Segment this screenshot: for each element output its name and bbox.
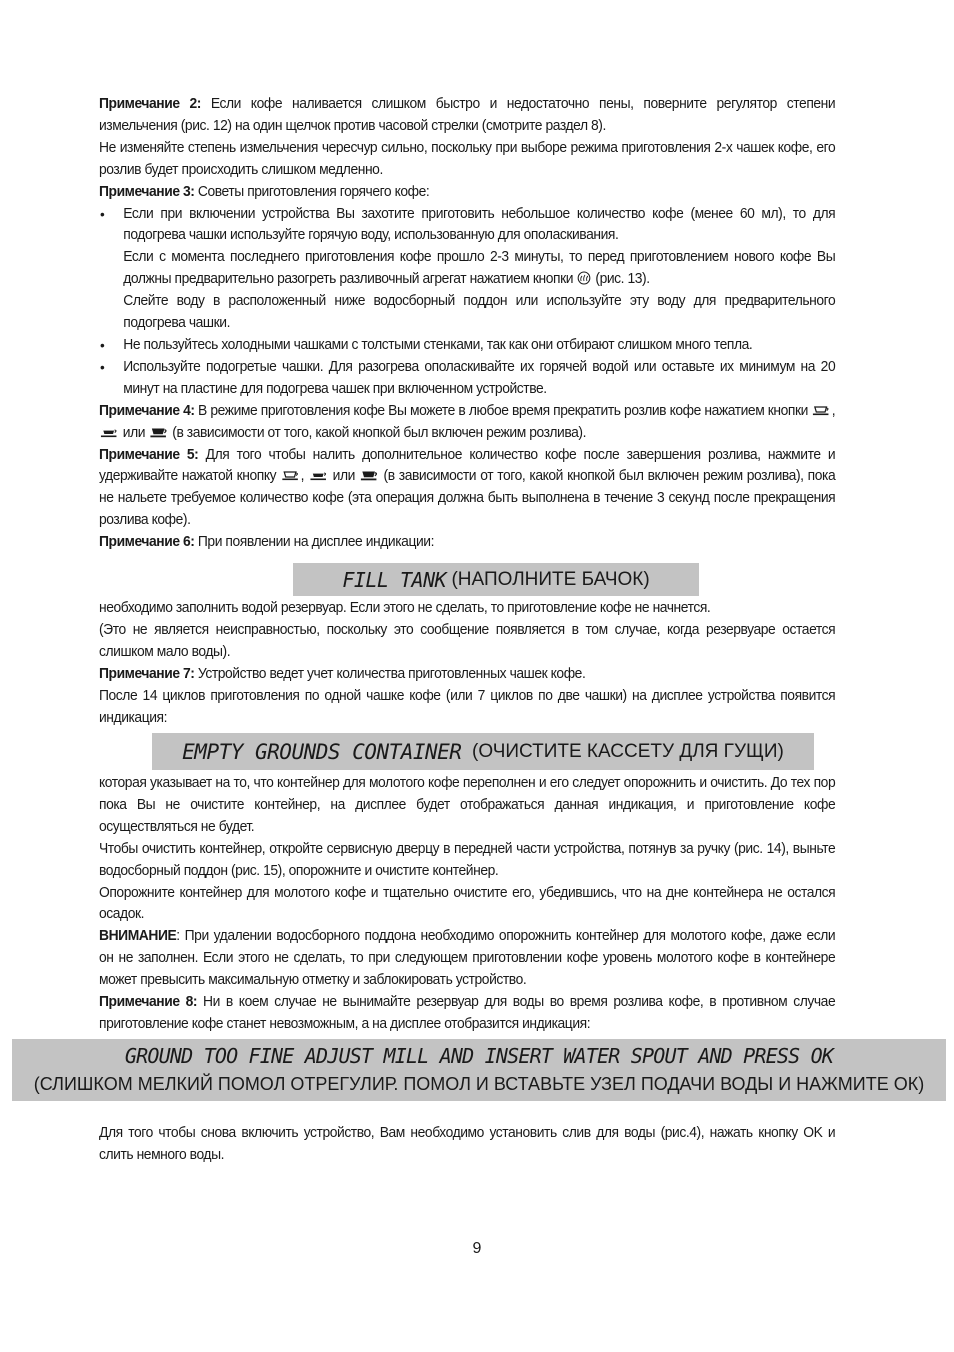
note-4-text-a: В режиме приготовления кофе Вы можете в любое время прекратить розлив кофе нажатием кнопки [194,402,812,419]
note-6 [99,532,835,554]
note-5 [99,445,835,533]
text-block-lower [99,773,835,1036]
bullet-1-indent-2: Слейте воду в расположенный ниже водосборный поддон или используйте эту воду для предварительного подогрева чашки. [123,293,836,332]
page-number: 9 [472,1240,482,1257]
note-7 [99,664,835,686]
attention-label: ВНИМАНИЕ [99,928,177,945]
note-2-label: Примечание 2: [99,96,201,112]
note-4-text-c: или [119,424,149,441]
restart-instruction: Для того чтобы снова включить устройство, Вам необходимо установить слив для воды (рис.4), нажать кнопку OK и слить немного воды. [99,1125,836,1163]
display-ground-too-fine [12,1039,946,1101]
display-empty-grounds [152,733,814,770]
bullet-1-text: Если при включении устройства Вы захотите приготовить небольшое количество кофе (менее 60 мл), то для подогрева чашки используйте горячую воду, использованную для ополаскивания. [123,205,836,244]
note-5-text-b: , [300,468,309,485]
note-3-text: Советы приготовления горячего кофе: [194,183,430,200]
note-5-text-a: Для того чтобы налить дополнительное количество кофе после завершения розлива, нажмите и удерживайте нажатой кнопку [99,446,836,485]
display-empty-grounds-code: EMPTY GROUNDS CONTAINER [182,739,462,764]
display-fill-tank [293,563,699,596]
note-6-text: При появлении на дисплее индикации: [194,534,434,551]
note-3 [99,182,835,204]
grounds-cleaning: Чтобы очистить контейнер, откройте сервисную дверцу в передней части устройства, потянув за ручку (рис. 14), выньте водосборный поддон (рис. 15), опорожните и очистите контейнер. [99,840,836,879]
cup-medium-icon [100,427,118,438]
note-2-warning: Не изменяйте степень измельчения чересчур сильно, поскольку при выборе режима приготовления 2-х чашек кофе, его розлив будет происходить слишком медленно. [99,139,836,178]
display-ground-too-fine-translation: (СЛИШКОМ МЕЛКИЙ ПОМОЛ ОТРЕГУЛИР. ПОМОЛ И ВСТАВЬТЕ УЗЕЛ ПОДАЧИ ВОДЫ И НАЖМИТЕ ОК) [33,1074,925,1094]
note-4 [99,401,835,445]
cup-medium-icon [309,470,327,481]
bullet-2-text: Не пользуйтесь холодными чашками с толстыми стенками, так как они отбирают слишком много тепла. [123,336,753,353]
note-2-text: Если кофе наливается слишком быстро и недостаточно пены, поверните регулятор степени измельчения (рис. 12) на один щелчок против часовой стрелки (смотрите раздел 8). [99,96,836,134]
bullet-3 [99,357,835,401]
note-8 [99,992,835,1036]
fill-tank-note: (Это не является неисправностью, поскольку это сообщение появляется в том случае, когда резервуаре остается слишком мало воды). [99,621,836,660]
note-5-text-c: или [328,468,360,485]
grounds-explanation: которая указывает на то, что контейнер для молотого кофе переполнен и его следует опорожнить и очистить. До тех пор пока Вы не очистите контейнер, на дисплее будет отображаться данная индикация, и приготовление кофе осуществляться не будет. [99,775,836,835]
attention-text: : При удалении водосборного поддона необходимо опорожнить контейнер для молотого кофе, даже если он не заполнен. Если этого не сделать, то при следующем приготовлении кофе уровень молотого кофе в контейнере может превысить максимальную отметку и заблокировать устройство. [99,928,836,989]
note-7-label: Примечание 7: [99,665,195,682]
note-5-label: Примечание 5: [99,446,199,463]
note-8-text: Ни в коем случае не вынимайте резервуар для воды во время розлива кофе, в противном случае приготовление кофе станет невозможным, а на дисплее отобразится индикация: [99,994,836,1032]
display-ground-too-fine-code: GROUND TOO FINE ADJUST MILL AND INSERT WATER SPOUT AND PRESS OK [124,1044,834,1068]
text-block-bottom [99,1123,835,1167]
bullet-1-indent-1-text: Если с момента последнего приготовления кофе прошло 2-3 минуты, то перед приготовлением нового кофе Вы должны предварительно разогреть разливочный агрегат нажатием кнопки [123,249,836,288]
note-7-cycles: После 14 циклов приготовления по одной чашке кофе (или 7 циклов по две чашки) на дисплее устройства появится индикация: [99,687,836,726]
bullet-1-indent-1 [99,247,835,291]
note-4-text-b: , [831,402,836,419]
attention-note [99,926,835,992]
bullet-2 [99,335,835,357]
display-fill-tank-code: FILL TANK [342,567,447,592]
grounds-empty: Опорожните контейнер для молотого кофе и тщательно очистите его, убедившись, что на дне контейнера не остался осадок. [99,884,836,923]
bullet-1-indent-1-tail: (рис. 13). [591,271,650,288]
display-fill-tank-translation: (НАПОЛНИТЕ БАЧОК) [446,568,650,590]
steam-button-icon [576,271,592,285]
text-block-top [99,94,835,554]
cup-large-icon [149,427,167,438]
cup-small-icon [281,470,299,481]
bullet-3-text: Используйте подогретые чашки. Для разогрева ополаскивайте их горячей водой или оставьте их минимум на 20 минут на пластине для подогрева чашек при включенном устройстве. [123,358,836,397]
note-5-text-d: (в зависимости от того, какой кнопкой был включен режим розлива), пока не нальете требуемое количество кофе (эта операция должна быть выполнена в течение 3 секунд после прекращения розлива кофе). [99,468,836,529]
cup-large-icon [360,470,378,481]
cup-small-icon [812,405,830,416]
text-block-middle [99,598,835,729]
note-4-text-d: (в зависимости от того, какой кнопкой был включен режим розлива). [168,424,587,441]
note-2 [99,94,835,138]
bullet-1 [99,204,835,248]
note-7-text: Устройство ведет учет количества приготовленных чашек кофе. [194,665,586,682]
note-8-label: Примечание 8: [99,994,198,1011]
note-6-label: Примечание 6: [99,534,195,551]
display-empty-grounds-translation: (ОЧИСТИТЕ КАССЕТУ ДЛЯ ГУЩИ) [461,740,784,762]
note-4-label: Примечание 4: [99,402,195,419]
fill-tank-explanation: необходимо заполнить водой резервуар. Если этого не сделать, то приготовление кофе не начнется. [99,600,711,616]
note-3-label: Примечание 3: [99,183,195,200]
